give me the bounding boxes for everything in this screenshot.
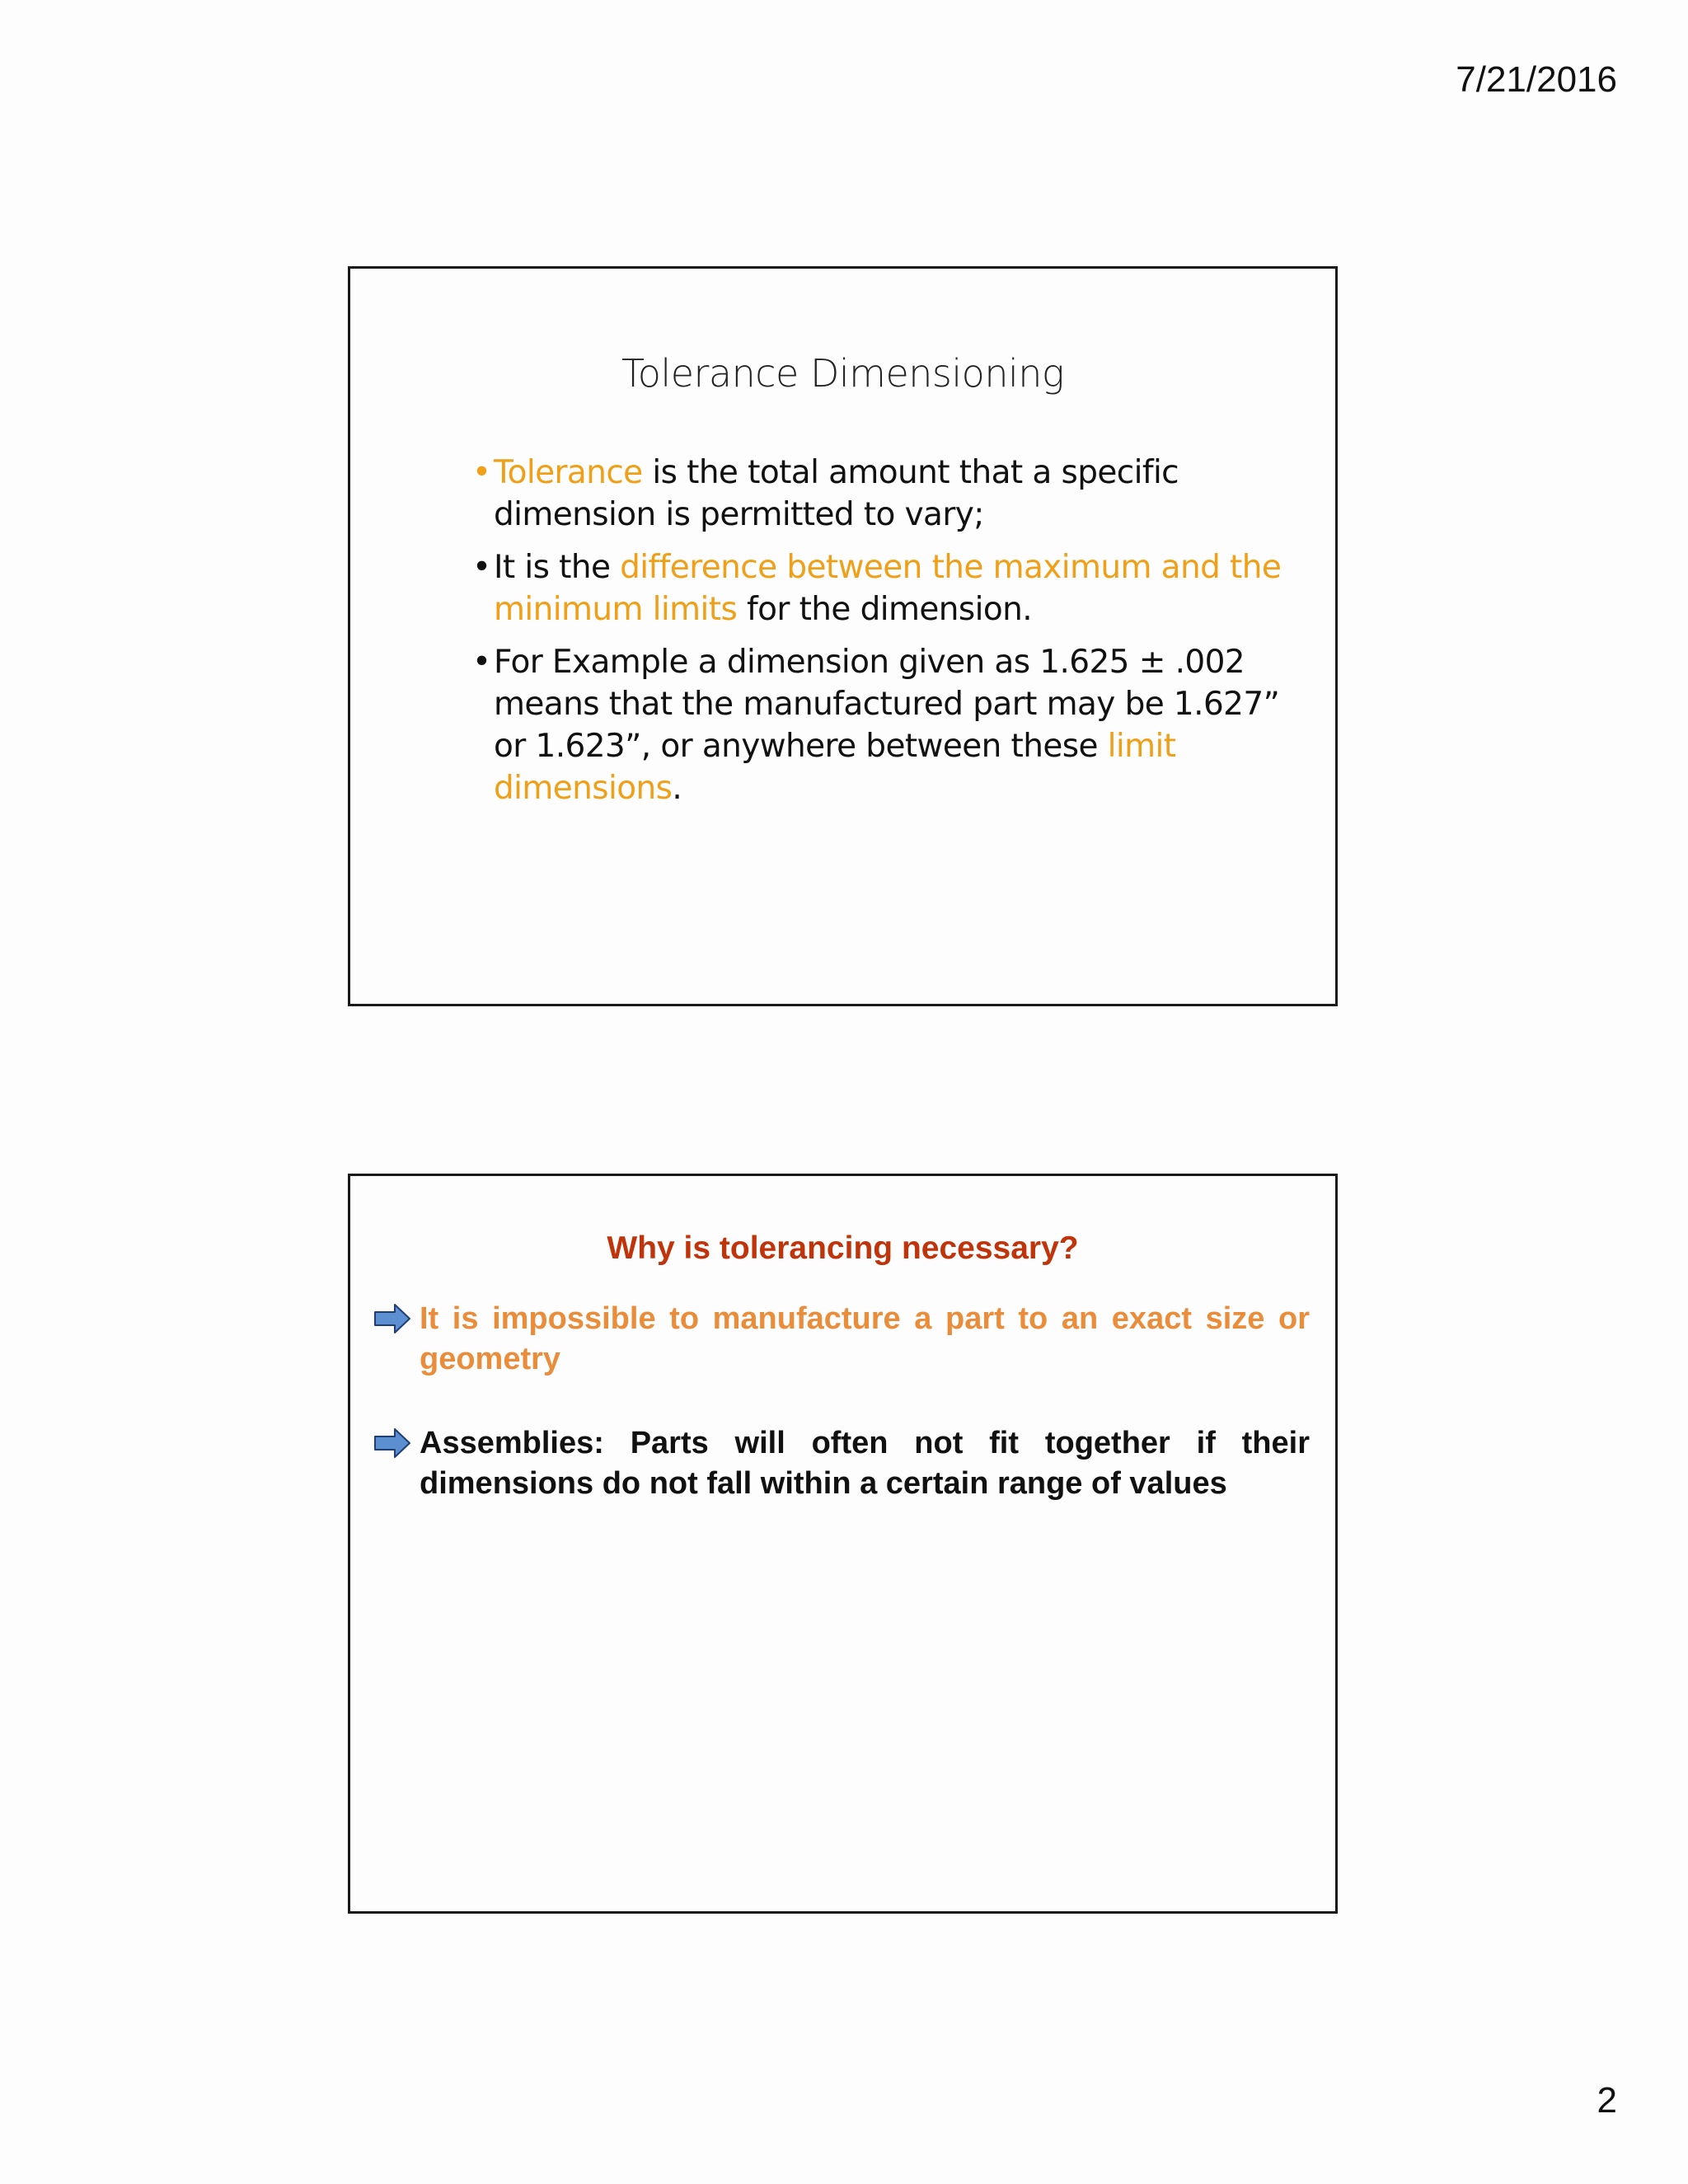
bullet-marker: • — [472, 549, 491, 586]
bullet-text: It is the — [494, 549, 621, 586]
right-arrow-icon — [373, 1302, 411, 1335]
highlight-term: Tolerance — [494, 454, 643, 491]
bullet-item — [472, 546, 1305, 630]
slide-why-tolerancing — [348, 1174, 1338, 1914]
bullet-text: for the dimension. — [737, 591, 1033, 628]
slide-title: Tolerance Dimensioning — [621, 351, 1065, 396]
slide-title: Why is tolerancing necessary? — [607, 1230, 1079, 1266]
bullet-text: For Example a dimension given as 1.625 ± .002 means that the manufactured part may be 1.627” or 1.623”, or anywhere between these — [494, 644, 1280, 765]
bullet-item — [472, 452, 1305, 536]
bullet-item — [472, 641, 1305, 809]
page-number: 2 — [1597, 2080, 1617, 2121]
arrow-item-text: Assemblies: Parts will often not fit together if their dimensions do not fall within a certain range of values — [420, 1426, 1310, 1501]
bullet-marker: • — [472, 644, 491, 681]
bullet-text: is the total amount that a specific dimension is permitted to vary; — [494, 454, 1179, 533]
bullet-list — [472, 452, 1305, 820]
highlight-term: limit dimensions — [494, 728, 1176, 807]
page-date: 7/21/2016 — [1456, 59, 1617, 100]
slide-tolerance-dimensioning — [348, 266, 1338, 1006]
arrow-item-text: It is impossible to manufacture a part to an exact size or geometry — [420, 1301, 1310, 1376]
bullet-marker: • — [472, 454, 491, 491]
bullet-text: . — [672, 770, 682, 807]
highlight-term: difference between the maximum and the minimum limits — [494, 549, 1282, 628]
right-arrow-icon — [373, 1427, 411, 1460]
